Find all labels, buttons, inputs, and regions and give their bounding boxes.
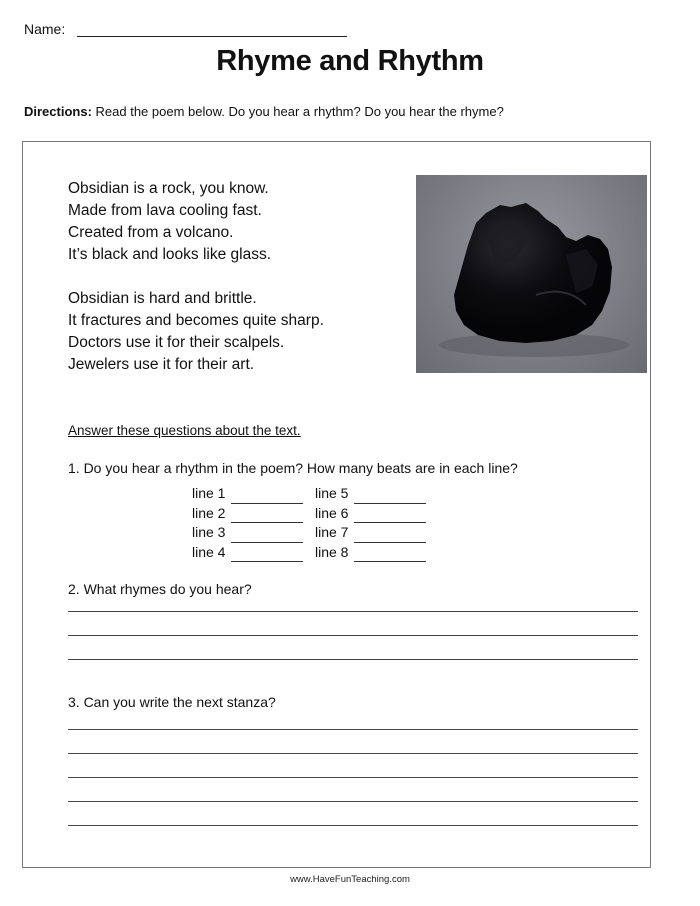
beat-cell bbox=[192, 543, 315, 563]
beat-label: line 3 bbox=[192, 524, 226, 540]
worksheet-title: Rhyme and Rhythm bbox=[216, 45, 484, 77]
beat-cell bbox=[192, 484, 315, 504]
directions-text: Read the poem below. Do you hear a rhythm? Do you hear the rhyme? bbox=[91, 104, 504, 119]
footer-site-link[interactable]: www.HaveFunTeaching.com bbox=[290, 874, 410, 885]
poem-line: Obsidian is a rock, you know. bbox=[68, 180, 269, 197]
beat-answer-blank[interactable] bbox=[354, 510, 426, 523]
poem-line: Obsidian is hard and brittle. bbox=[68, 290, 257, 307]
beat-row bbox=[192, 543, 438, 563]
poem-stanza-2 bbox=[68, 288, 324, 376]
beat-answer-blank[interactable] bbox=[354, 530, 426, 543]
beat-cell bbox=[192, 523, 315, 543]
answer-line[interactable] bbox=[68, 777, 638, 778]
poem bbox=[68, 178, 324, 398]
beat-answer-blank[interactable] bbox=[231, 549, 303, 562]
poem-line: It’s black and looks like glass. bbox=[68, 246, 272, 263]
question-3: 3. Can you write the next stanza? bbox=[68, 694, 276, 710]
beat-label: line 6 bbox=[315, 504, 349, 521]
answer-line[interactable] bbox=[68, 659, 638, 660]
poem-line: Doctors use it for their scalpels. bbox=[68, 334, 285, 351]
beat-cell bbox=[315, 523, 438, 543]
beats-grid bbox=[192, 484, 438, 562]
beat-row bbox=[192, 523, 438, 543]
answer-line[interactable] bbox=[68, 611, 638, 612]
beat-label: line 7 bbox=[315, 524, 349, 540]
question-2-answer-lines bbox=[68, 611, 638, 683]
beat-label: line 4 bbox=[192, 543, 226, 560]
beat-label: line 5 bbox=[315, 485, 349, 501]
answer-line[interactable] bbox=[68, 635, 638, 636]
answer-line[interactable] bbox=[68, 801, 638, 802]
answer-line[interactable] bbox=[68, 825, 638, 826]
beat-cell bbox=[315, 504, 438, 524]
beat-cell bbox=[315, 543, 438, 563]
poem-line: Created from a volcano. bbox=[68, 224, 234, 241]
beat-row bbox=[192, 484, 438, 504]
beat-cell bbox=[192, 504, 315, 524]
question-2: 2. What rhymes do you hear? bbox=[68, 581, 252, 597]
answer-line[interactable] bbox=[68, 729, 638, 730]
answer-line[interactable] bbox=[68, 753, 638, 754]
name-label: Name: bbox=[24, 21, 66, 37]
question-3-answer-lines bbox=[68, 729, 638, 849]
beat-answer-blank[interactable] bbox=[231, 530, 303, 543]
question-1: 1. Do you hear a rhythm in the poem? How many beats are in each line? bbox=[68, 460, 518, 476]
obsidian-rock-image bbox=[416, 175, 647, 373]
poem-line: It fractures and becomes quite sharp. bbox=[68, 312, 324, 329]
name-blank-line[interactable] bbox=[77, 25, 347, 37]
beat-label: line 2 bbox=[192, 504, 226, 521]
obsidian-photo bbox=[416, 175, 647, 373]
poem-line: Made from lava cooling fast. bbox=[68, 202, 262, 219]
directions-label: Directions: bbox=[24, 104, 92, 119]
beat-answer-blank[interactable] bbox=[354, 549, 426, 562]
beat-cell bbox=[315, 484, 438, 504]
beat-row bbox=[192, 504, 438, 524]
poem-line: Jewelers use it for their art. bbox=[68, 356, 255, 373]
beat-answer-blank[interactable] bbox=[231, 491, 303, 504]
beat-label: line 8 bbox=[315, 543, 349, 560]
directions bbox=[24, 104, 504, 119]
poem-stanza-1 bbox=[68, 178, 324, 266]
beat-answer-blank[interactable] bbox=[354, 491, 426, 504]
beat-label: line 1 bbox=[192, 485, 226, 501]
name-field bbox=[24, 21, 347, 37]
beat-answer-blank[interactable] bbox=[231, 510, 303, 523]
questions-heading: Answer these questions about the text. bbox=[68, 423, 301, 438]
